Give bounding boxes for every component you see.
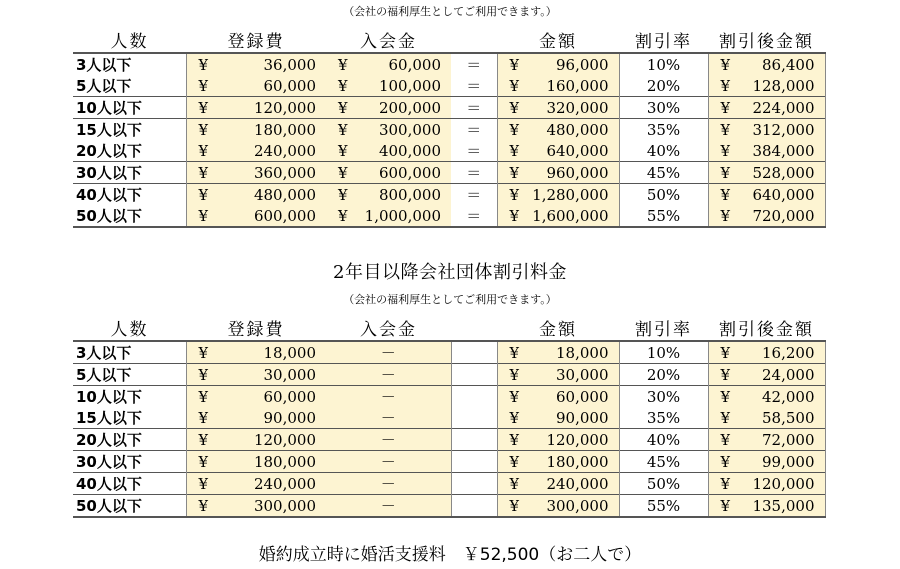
discounted-amount <box>708 341 825 364</box>
enrollment-fee: － <box>326 341 451 364</box>
yen-sign: ¥ <box>509 388 520 406</box>
enrollment-fee-value: 300,000 <box>378 120 441 139</box>
marriage-support-fee: 婚約成立時に婚活支援料 ￥52,500（お二人で） <box>258 545 642 565</box>
enrollment-fee-value: 600,000 <box>378 163 441 182</box>
table-row <box>73 75 825 97</box>
spacer-cell <box>451 407 497 429</box>
total-amount <box>497 97 619 119</box>
total-amount-value: 320,000 <box>546 98 609 117</box>
discount-rate: 50% <box>619 473 708 495</box>
registration-fee <box>186 495 326 518</box>
yen-sign: ¥ <box>509 77 520 95</box>
table-row <box>73 184 825 206</box>
people-count: 15人以下 <box>76 409 142 427</box>
table-header <box>73 27 825 53</box>
equals-sign: ＝ <box>466 77 482 95</box>
equals-sign: ＝ <box>466 142 482 160</box>
discount-rate: 55% <box>619 205 708 227</box>
registration-fee-value: 240,000 <box>253 141 316 160</box>
spacer-cell <box>451 386 497 408</box>
yen-sign: ¥ <box>509 344 520 362</box>
usage-note-bottom: （会社の福利厚生としてご利用できます。） <box>343 293 557 306</box>
enrollment-fee: － <box>326 364 451 386</box>
section-heading: 2年目以降会社団体割引料金 <box>333 262 567 283</box>
table-row <box>73 364 825 386</box>
yen-sign: ¥ <box>338 186 348 204</box>
spacer-cell <box>451 495 497 518</box>
header-equals <box>451 27 497 53</box>
total-amount-value: 640,000 <box>546 141 609 160</box>
people-count: 15人以下 <box>73 119 186 141</box>
discounted-amount-value: 16,200 <box>762 343 815 362</box>
table-row <box>73 140 825 162</box>
total-amount <box>497 473 619 495</box>
registration-fee <box>186 473 326 495</box>
discounted-amount-value: 384,000 <box>752 141 815 160</box>
people-count: 40人以下 <box>73 473 186 495</box>
enrollment-fee: － <box>326 451 451 473</box>
yen-sign: ¥ <box>509 207 520 225</box>
enrollment-fee <box>326 162 451 184</box>
registration-fee <box>186 341 326 364</box>
yen-sign: ¥ <box>720 431 731 449</box>
yen-sign: ¥ <box>720 409 731 427</box>
enrollment-fee: － <box>326 407 451 429</box>
header-total: 金額 <box>497 315 619 341</box>
header-discount-rate: 割引率 <box>619 27 708 53</box>
people-count: 5人以下 <box>73 364 186 386</box>
equals-sign: ＝ <box>451 205 497 227</box>
yen-sign: ¥ <box>720 121 731 139</box>
first-year-fee-table <box>73 27 826 228</box>
yen-sign: ¥ <box>338 121 348 139</box>
discounted-amount <box>708 473 825 495</box>
people-count: 20人以下 <box>73 429 186 451</box>
people-count: 5人以下 <box>76 77 132 95</box>
header-discounted-total: 割引後金額 <box>708 27 825 53</box>
second-year-fee-table <box>73 315 826 518</box>
yen-sign: ¥ <box>198 186 209 204</box>
discounted-amount-value: 312,000 <box>752 120 815 139</box>
registration-fee-value: 120,000 <box>253 98 316 117</box>
registration-fee-value: 120,000 <box>253 430 316 449</box>
yen-sign: ¥ <box>198 99 209 117</box>
header-enrollment-fee: 入会金 <box>326 27 451 53</box>
enrollment-fee <box>326 53 451 75</box>
enrollment-fee <box>326 75 451 97</box>
people-count: 3人以下 <box>76 344 132 362</box>
discount-rate: 55% <box>619 495 708 518</box>
registration-fee <box>186 53 326 75</box>
discount-rate: 45% <box>619 451 708 473</box>
yen-sign: ¥ <box>509 56 520 74</box>
registration-fee <box>186 205 326 227</box>
enrollment-fee: － <box>326 495 451 518</box>
yen-sign: ¥ <box>509 186 520 204</box>
total-amount <box>497 119 619 141</box>
table-row <box>73 451 825 473</box>
registration-fee-value: 90,000 <box>263 408 316 427</box>
equals-sign: ＝ <box>451 119 497 141</box>
discount-rate: 30% <box>619 97 708 119</box>
people-count: 30人以下 <box>73 162 186 184</box>
total-amount <box>497 364 619 386</box>
table-row <box>73 407 825 429</box>
header-enrollment-fee: 入会金 <box>326 315 451 341</box>
table-row <box>73 429 825 451</box>
yen-sign: ¥ <box>720 475 731 493</box>
discounted-amount-value: 128,000 <box>752 76 815 95</box>
discounted-amount <box>708 184 825 206</box>
yen-sign: ¥ <box>338 56 348 74</box>
discounted-amount-value: 86,400 <box>762 55 815 74</box>
discounted-amount <box>708 451 825 473</box>
discounted-amount <box>708 75 825 97</box>
people-count: 20人以下 <box>76 142 142 160</box>
registration-fee-value: 180,000 <box>253 452 316 471</box>
discount-rate: 40% <box>646 141 681 160</box>
yen-sign: ¥ <box>198 164 209 182</box>
yen-sign: ¥ <box>198 77 209 95</box>
yen-sign: ¥ <box>198 409 209 427</box>
registration-fee <box>186 184 326 206</box>
total-amount <box>497 451 619 473</box>
discount-rate: 10% <box>646 55 681 74</box>
yen-sign: ¥ <box>338 99 348 117</box>
total-amount-value: 1,280,000 <box>532 185 609 204</box>
total-amount-value: 160,000 <box>546 76 609 95</box>
total-amount <box>497 495 619 518</box>
table-header <box>73 315 825 341</box>
discounted-amount <box>708 53 825 75</box>
table-row <box>73 341 825 364</box>
yen-sign: ¥ <box>509 164 520 182</box>
enrollment-fee <box>326 97 451 119</box>
registration-fee <box>186 162 326 184</box>
registration-fee <box>186 97 326 119</box>
discount-rate: 10% <box>646 343 681 362</box>
yen-sign: ¥ <box>509 497 520 515</box>
header-registration-fee: 登録費 <box>186 315 326 341</box>
total-amount-value: 120,000 <box>546 430 609 449</box>
discount-rate: 45% <box>619 162 708 184</box>
registration-fee <box>186 429 326 451</box>
usage-note-top: （会社の福利厚生としてご利用できます。） <box>343 5 557 18</box>
header-registration-fee: 登録費 <box>186 27 326 53</box>
discounted-amount <box>708 429 825 451</box>
registration-fee-value: 60,000 <box>263 387 316 406</box>
people-count: 3人以下 <box>76 56 132 74</box>
discounted-amount <box>708 364 825 386</box>
discount-rate: 50% <box>619 184 708 206</box>
discounted-amount-value: 135,000 <box>752 496 815 515</box>
yen-sign: ¥ <box>720 77 731 95</box>
registration-fee-value: 600,000 <box>253 206 316 225</box>
table-row <box>73 205 825 227</box>
discount-rate: 30% <box>619 386 708 408</box>
discount-rate: 35% <box>619 119 708 141</box>
enrollment-fee: － <box>326 386 451 408</box>
discounted-amount <box>708 495 825 518</box>
total-amount <box>497 386 619 408</box>
total-amount <box>497 341 619 364</box>
spacer-cell <box>451 473 497 495</box>
total-amount <box>497 162 619 184</box>
registration-fee <box>186 451 326 473</box>
table-row <box>73 53 825 75</box>
header-discount-rate: 割引率 <box>619 315 708 341</box>
yen-sign: ¥ <box>509 121 520 139</box>
yen-sign: ¥ <box>720 497 731 515</box>
yen-sign: ¥ <box>720 186 731 204</box>
registration-fee-value: 480,000 <box>253 185 316 204</box>
discount-rate: 35% <box>646 408 681 427</box>
people-count: 30人以下 <box>73 451 186 473</box>
yen-sign: ¥ <box>198 453 209 471</box>
yen-sign: ¥ <box>720 366 731 384</box>
yen-sign: ¥ <box>198 431 209 449</box>
discounted-amount-value: 72,000 <box>762 430 815 449</box>
equals-sign: ＝ <box>451 97 497 119</box>
discount-rate: 40% <box>619 429 708 451</box>
registration-fee <box>186 407 326 429</box>
enrollment-fee <box>326 140 451 162</box>
discounted-amount-value: 224,000 <box>752 98 815 117</box>
yen-sign: ¥ <box>198 121 209 139</box>
registration-fee-value: 36,000 <box>263 55 316 74</box>
header-count: 人数 <box>73 27 186 53</box>
registration-fee <box>186 119 326 141</box>
registration-fee-value: 18,000 <box>263 343 316 362</box>
table-row <box>73 495 825 518</box>
registration-fee-value: 60,000 <box>263 76 316 95</box>
spacer-cell <box>451 364 497 386</box>
equals-sign: ＝ <box>466 56 482 74</box>
discounted-amount <box>708 140 825 162</box>
yen-sign: ¥ <box>720 99 731 117</box>
discounted-amount-value: 640,000 <box>752 185 815 204</box>
discount-rate: 20% <box>619 364 708 386</box>
total-amount-value: 60,000 <box>556 387 609 406</box>
header-discounted-total: 割引後金額 <box>708 315 825 341</box>
enrollment-fee: － <box>326 473 451 495</box>
enrollment-fee-value: 60,000 <box>388 55 441 74</box>
total-amount-value: 180,000 <box>546 452 609 471</box>
registration-fee-value: 30,000 <box>263 365 316 384</box>
total-amount-value: 96,000 <box>556 55 609 74</box>
yen-sign: ¥ <box>509 99 520 117</box>
discounted-amount-value: 24,000 <box>762 365 815 384</box>
people-count: 10人以下 <box>73 97 186 119</box>
enrollment-fee-value: 400,000 <box>378 141 441 160</box>
yen-sign: ¥ <box>198 56 209 74</box>
people-count: 50人以下 <box>73 495 186 518</box>
header-count: 人数 <box>73 315 186 341</box>
total-amount-value: 1,600,000 <box>532 206 609 225</box>
total-amount-value: 300,000 <box>546 496 609 515</box>
yen-sign: ¥ <box>720 56 731 74</box>
yen-sign: ¥ <box>720 453 731 471</box>
table-row <box>73 119 825 141</box>
total-amount-value: 480,000 <box>546 120 609 139</box>
people-count: 10人以下 <box>73 386 186 408</box>
registration-fee <box>186 386 326 408</box>
yen-sign: ¥ <box>338 207 348 225</box>
yen-sign: ¥ <box>509 142 520 160</box>
registration-fee-value: 240,000 <box>253 474 316 493</box>
enrollment-fee <box>326 184 451 206</box>
yen-sign: ¥ <box>509 409 520 427</box>
total-amount-value: 240,000 <box>546 474 609 493</box>
yen-sign: ¥ <box>198 475 209 493</box>
discount-rate: 20% <box>646 76 681 95</box>
yen-sign: ¥ <box>720 344 731 362</box>
yen-sign: ¥ <box>720 388 731 406</box>
yen-sign: ¥ <box>198 142 209 160</box>
discounted-amount <box>708 119 825 141</box>
total-amount-value: 960,000 <box>546 163 609 182</box>
total-amount-value: 30,000 <box>556 365 609 384</box>
table-row <box>73 162 825 184</box>
enrollment-fee-value: 100,000 <box>378 76 441 95</box>
total-amount <box>497 53 619 75</box>
enrollment-fee <box>326 205 451 227</box>
registration-fee-value: 360,000 <box>253 163 316 182</box>
table-row <box>73 97 825 119</box>
discounted-amount <box>708 386 825 408</box>
table-row <box>73 473 825 495</box>
registration-fee-value: 180,000 <box>253 120 316 139</box>
total-amount <box>497 407 619 429</box>
registration-fee <box>186 364 326 386</box>
yen-sign: ¥ <box>509 431 520 449</box>
yen-sign: ¥ <box>198 497 209 515</box>
discounted-amount <box>708 97 825 119</box>
people-count: 40人以下 <box>73 184 186 206</box>
discounted-amount <box>708 162 825 184</box>
enrollment-fee-value: 1,000,000 <box>364 206 441 225</box>
yen-sign: ¥ <box>720 207 731 225</box>
equals-sign: ＝ <box>451 162 497 184</box>
yen-sign: ¥ <box>509 475 520 493</box>
total-amount-value: 18,000 <box>556 343 609 362</box>
enrollment-fee: － <box>326 429 451 451</box>
header-equals <box>451 315 497 341</box>
total-amount <box>497 75 619 97</box>
yen-sign: ¥ <box>509 366 520 384</box>
total-amount-value: 90,000 <box>556 408 609 427</box>
spacer-cell <box>451 341 497 364</box>
yen-sign: ¥ <box>338 142 348 160</box>
yen-sign: ¥ <box>198 344 209 362</box>
discounted-amount <box>708 407 825 429</box>
total-amount <box>497 429 619 451</box>
spacer-cell <box>451 451 497 473</box>
equals-sign: ＝ <box>451 184 497 206</box>
enrollment-fee <box>326 119 451 141</box>
discounted-amount-value: 99,000 <box>762 452 815 471</box>
discounted-amount-value: 42,000 <box>762 387 815 406</box>
yen-sign: ¥ <box>720 142 731 160</box>
yen-sign: ¥ <box>198 207 209 225</box>
yen-sign: ¥ <box>338 77 348 95</box>
yen-sign: ¥ <box>509 453 520 471</box>
total-amount <box>497 184 619 206</box>
registration-fee <box>186 140 326 162</box>
discounted-amount-value: 720,000 <box>752 206 815 225</box>
yen-sign: ¥ <box>338 164 348 182</box>
discounted-amount-value: 120,000 <box>752 474 815 493</box>
spacer-cell <box>451 429 497 451</box>
yen-sign: ¥ <box>198 388 209 406</box>
table-row <box>73 386 825 408</box>
yen-sign: ¥ <box>720 164 731 182</box>
yen-sign: ¥ <box>198 366 209 384</box>
total-amount <box>497 140 619 162</box>
enrollment-fee-value: 800,000 <box>378 185 441 204</box>
second-year-rows <box>73 341 825 517</box>
discounted-amount-value: 528,000 <box>752 163 815 182</box>
discounted-amount <box>708 205 825 227</box>
discounted-amount-value: 58,500 <box>762 408 815 427</box>
enrollment-fee-value: 200,000 <box>378 98 441 117</box>
first-year-rows <box>73 53 825 227</box>
total-amount <box>497 205 619 227</box>
header-total: 金額 <box>497 27 619 53</box>
registration-fee <box>186 75 326 97</box>
people-count: 50人以下 <box>73 205 186 227</box>
registration-fee-value: 300,000 <box>253 496 316 515</box>
